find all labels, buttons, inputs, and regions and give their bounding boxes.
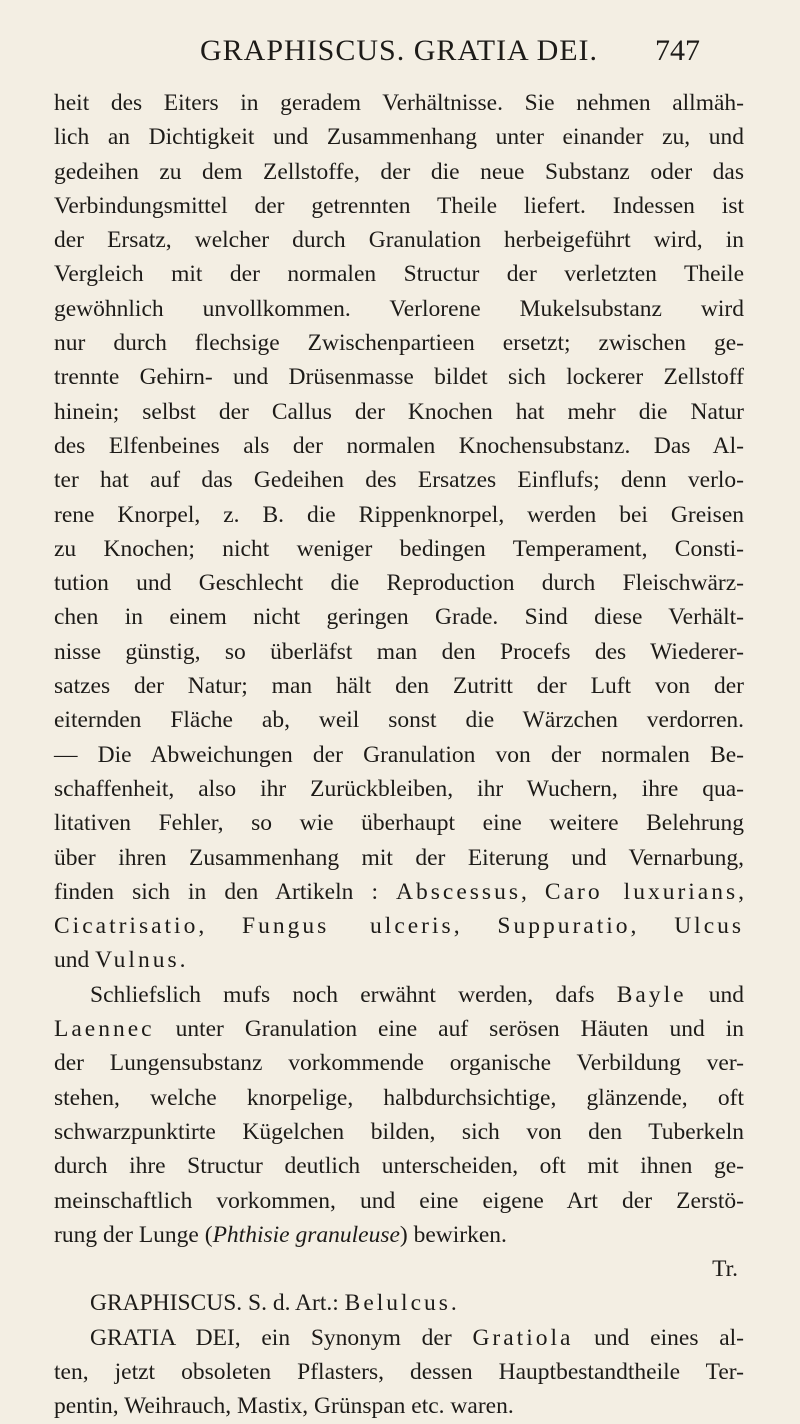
reference-suppuratio: Suppuratio — [497, 913, 631, 940]
text-line: chen in einem nicht geringen Grade. Sind diese Verhält- — [54, 604, 744, 631]
references-line: Cicatrisatio, Fungus ulceris, Suppuratio, Ulcus — [54, 913, 745, 940]
text-line: über ihren Zusammenhang mit der Eiterung und Vernarbung, — [54, 844, 744, 871]
page-number: 747 — [655, 34, 700, 67]
text-line: Laennec unter Granulation eine auf serösen Häuten und in — [54, 1016, 744, 1043]
text-line: Vergleich mit der normalen Structur der verletzten Theile — [54, 261, 744, 288]
reference-belulcus: Belulcus — [344, 1290, 451, 1317]
text-line: litativen Fehler, so wie überhaupt eine weitere Belehrung — [54, 810, 744, 837]
reference-fungus-ulceris: Fungus ulceris — [242, 913, 454, 940]
author-bayle: Bayle — [616, 981, 687, 1008]
text-line: stehen, welche knorpelige, halbdurchsichtige, glänzende, oft — [54, 1084, 744, 1111]
page-header — [200, 34, 720, 74]
text-line: gewöhnlich unvollkommen. Verlorene Mukelsubstanz wird — [54, 295, 744, 322]
text-line: der Ersatz, welcher durch Granulation herbeigeführt wird, in — [54, 227, 744, 254]
text-line: ter hat auf das Gedeihen des Ersatzes Einflufs; denn verlo- — [54, 467, 744, 494]
text-line: — Die Abweichungen der Granulation von der normalen Be- — [54, 741, 744, 768]
references-line: finden sich in den Artikeln : Abscessus, Caro luxurians, — [54, 878, 745, 905]
text-line: des Elfenbeines als der normalen Knochensubstanz. Das Al- — [54, 432, 744, 459]
reference-vulnus: Vulnus — [95, 947, 180, 974]
text-line: nur durch flechsige Zwischenpartieen ersetzt; zwischen ge- — [54, 330, 744, 357]
text-line: der Lungensubstanz vorkommende organische Verbildung ver- — [54, 1050, 744, 1077]
italic-term: Phthisie granuleuse — [212, 1221, 400, 1248]
reference-cicatrisatio: Cicatrisatio — [54, 913, 199, 940]
text-line: zu Knochen; nicht weniger bedingen Temperament, Consti- — [54, 535, 744, 562]
text-line: satzes der Natur; man hält den Zutritt der Luft von der — [54, 673, 744, 700]
body-text — [54, 86, 744, 1424]
reference-caro-luxurians: Caro luxurians — [544, 878, 739, 905]
text-line: hinein; selbst der Callus der Knochen hat mehr die Natur — [54, 398, 744, 425]
reference-abscessus: Abscessus — [396, 878, 521, 905]
author-laennec: Laennec — [54, 1016, 155, 1043]
entry-gratia-dei: GRATIA DEI, ein Synonym der Gratiola und eines al- — [90, 1324, 744, 1351]
text-line: schaffenheit, also ihr Zurückbleiben, ihr Wuchern, ihre qua- — [54, 775, 744, 802]
text-line: eiternden Fläche ab, weil sonst die Wärzchen verdorren. — [54, 707, 744, 734]
text-line: rung der Lunge (Phthisie granuleuse) bewirken. — [54, 1221, 507, 1248]
reference-gratiola: Gratiola — [472, 1324, 574, 1351]
text-line: lich an Dichtigkeit und Zusammenhang unter einander zu, und — [54, 124, 744, 151]
text-line: ten, jetzt obsoleten Pflasters, dessen Hauptbestandtheile Ter- — [54, 1358, 744, 1385]
references-line: und Vulnus. — [54, 947, 186, 974]
text-line: tution und Geschlecht die Reproduction durch Fleischwärz- — [54, 570, 744, 597]
text-line: Verbindungsmittel der getrennten Theile liefert. Indessen ist — [54, 192, 744, 219]
text-line: rene Knorpel, z. B. die Rippenknorpel, werden bei Greisen — [54, 501, 744, 528]
running-head: GRAPHISCUS. GRATIA DEI. — [200, 34, 599, 67]
text-line: pentin, Weihrauch, Mastix, Grünspan etc. waren. — [54, 1393, 514, 1420]
author-signature: Tr. — [712, 1256, 738, 1283]
text-line: durch ihre Structur deutlich unterscheiden, oft mit ihnen ge- — [54, 1153, 744, 1180]
entry-graphiscus: GRAPHISCUS. S. d. Art.: Belulcus. — [90, 1290, 457, 1317]
text-line: meinschaftlich vorkommen, und eine eigene Art der Zerstö- — [54, 1187, 744, 1214]
reference-ulcus: Ulcus — [674, 913, 745, 940]
text-line: gedeihen zu dem Zellstoffe, der die neue Substanz oder das — [54, 158, 744, 185]
text-line: trennte Gehirn- und Drüsenmasse bildet sich lockerer Zellstoff — [54, 364, 744, 391]
text-line: nisse günstig, so überläfst man den Procefs des Wiederer- — [54, 638, 744, 665]
text-line: Schliefslich mufs noch erwähnt werden, dafs Bayle und — [90, 981, 744, 1008]
text-line: heit des Eiters in geradem Verhältnisse. Sie nehmen allmäh- — [54, 90, 744, 116]
text-line: schwarzpunktirte Kügelchen bilden, sich von den Tuberkeln — [54, 1118, 744, 1145]
